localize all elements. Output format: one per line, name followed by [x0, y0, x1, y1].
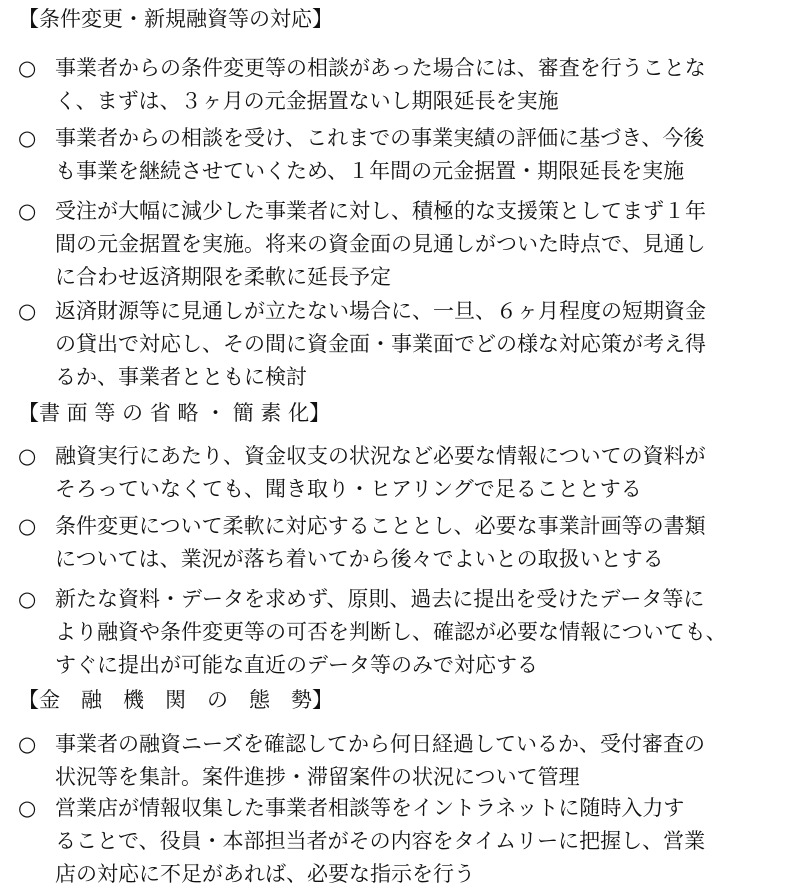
- item-text-line: の貸出で対応し、その間に資金面・事業面でどの様な対応策が考え得: [55, 332, 706, 356]
- circle-bullet-icon: ○: [18, 732, 37, 756]
- item-text-line: すぐに提出が可能な直近のデータ等のみで対応する: [55, 653, 538, 677]
- item-text-line: 返済財源等に見通しが立たない場合に、一旦、６ヶ月程度の短期資金: [55, 299, 706, 323]
- section-heading: 【条件変更・新規融資等の対応】: [18, 7, 333, 31]
- section-heading: 【書 面 等 の 省 略 ・ 簡 素 化】: [18, 401, 331, 425]
- item-text-line: そろっていなくても、聞き取り・ヒアリングで足ることとする: [55, 477, 642, 501]
- circle-bullet-icon: ○: [18, 796, 37, 820]
- item-text-line: も事業を継続させていくため、１年間の元金据置・期限延長を実施: [55, 159, 685, 183]
- item-text-line: 事業者の融資ニーズを確認してから何日経過しているか、受付審査の: [55, 732, 705, 756]
- item-text-line: 事業者からの条件変更等の相談があった場合には、審査を行うことな: [55, 56, 706, 80]
- item-text-line: るか、事業者とともに検討: [55, 365, 307, 389]
- circle-bullet-icon: ○: [18, 514, 37, 538]
- item-text-line: ることで、役員・本部担当者がその内容をタイムリーに把握し、営業: [55, 829, 706, 853]
- circle-bullet-icon: ○: [18, 56, 37, 80]
- item-text-line: 新たな資料・データを求めず、原則、過去に提出を受けたデータ等に: [55, 587, 705, 611]
- circle-bullet-icon: ○: [18, 444, 37, 468]
- item-text-line: については、業況が落ち着いてから後々でよいとの取扱いとする: [55, 547, 664, 571]
- item-text-line: 営業店が情報収集した事業者相談等をイントラネットに随時入力す: [55, 796, 685, 820]
- item-text-line: 事業者からの相談を受け、これまでの事業実績の評価に基づき、今後: [55, 126, 705, 150]
- section-heading: 【金 融 機 関 の 態 勢】: [18, 688, 333, 712]
- item-text-line: く、まずは、３ヶ月の元金据置ないし期限延長を実施: [55, 89, 559, 113]
- circle-bullet-icon: ○: [18, 126, 37, 150]
- item-text-line: 条件変更について柔軟に対応することとし、必要な事業計画等の書類: [55, 514, 706, 538]
- item-text-line: に合わせ返済期限を柔軟に延長予定: [55, 265, 391, 289]
- circle-bullet-icon: ○: [18, 587, 37, 611]
- item-text-line: 店の対応に不足があれば、必要な指示を行う: [55, 862, 475, 886]
- item-text-line: 受注が大幅に減少した事業者に対し、積極的な支援策としてまず１年: [55, 199, 706, 223]
- item-text-line: 間の元金据置を実施。将来の資金面の見通しがついた時点で、見通し: [55, 232, 706, 256]
- circle-bullet-icon: ○: [18, 199, 37, 223]
- item-text-line: 状況等を集計。案件進捗・滞留案件の状況について管理: [55, 765, 580, 789]
- item-text-line: 融資実行にあたり、資金収支の状況など必要な情報についての資料が: [55, 444, 706, 468]
- circle-bullet-icon: ○: [18, 299, 37, 323]
- item-text-line: より融資や条件変更等の可否を判断し、確認が必要な情報についても、: [55, 620, 727, 644]
